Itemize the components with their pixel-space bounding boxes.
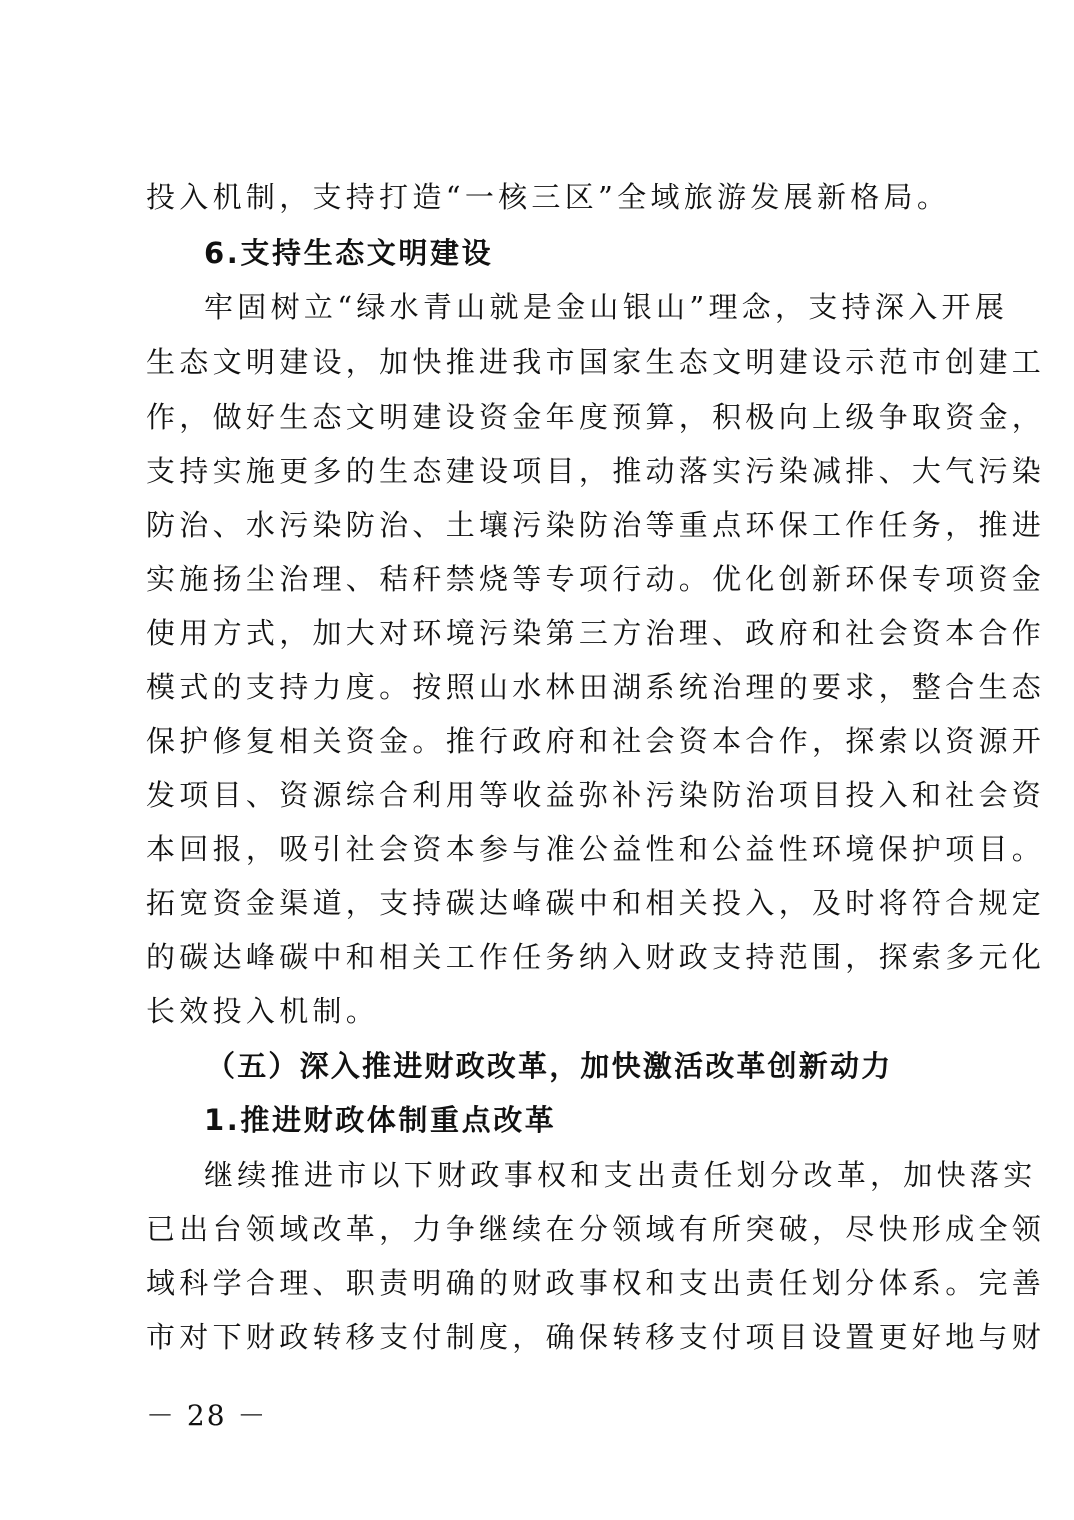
subheading-fiscal-system-reform: 1.推进财政体制重点改革 [204, 1103, 557, 1137]
body-line: 投入机制，支持打造“一核三区”全域旅游发展新格局。 [146, 180, 951, 214]
body-line: 拓宽资金渠道，支持碳达峰碳中和相关投入，及时将符合规定 [146, 886, 1046, 920]
paragraph-first-line: 牢固树立“绿水青山就是金山银山”理念，支持深入开展 [204, 290, 1009, 324]
body-line: 域科学合理、职责明确的财政事权和支出责任划分体系。完善 [146, 1266, 1046, 1300]
body-line: 模式的支持力度。按照山水林田湖系统治理的要求，整合生态 [146, 670, 1046, 704]
body-line: 长效投入机制。 [146, 994, 380, 1028]
body-line: 发项目、资源综合利用等收益弥补污染防治项目投入和社会资 [146, 778, 1046, 812]
body-line: 实施扬尘治理、秸秆禁烧等专项行动。优化创新环保专项资金 [146, 562, 1046, 596]
section-heading-fiscal-reform: （五）深入推进财政改革，加快激活改革创新动力 [206, 1049, 893, 1083]
subheading-ecological-civilization: 6.支持生态文明建设 [204, 236, 494, 270]
body-line: 作，做好生态文明建设资金年度预算，积极向上级争取资金， [146, 400, 1046, 434]
body-line: 保护修复相关资金。推行政府和社会资本合作，探索以资源开 [146, 724, 1046, 758]
paragraph-first-line: 继续推进市以下财政事权和支出责任划分改革，加快落实 [204, 1158, 1037, 1192]
body-line: 本回报，吸引社会资本参与准公益性和公益性环境保护项目。 [146, 832, 1046, 866]
body-line: 市对下财政转移支付制度，确保转移支付项目设置更好地与财 [146, 1320, 1046, 1354]
page-number: － 28 － [146, 1399, 268, 1432]
body-line: 的碳达峰碳中和相关工作任务纳入财政支持范围，探索多元化 [146, 940, 1046, 974]
body-line: 生态文明建设，加快推进我市国家生态文明建设示范市创建工 [146, 345, 1046, 379]
body-line: 支持实施更多的生态建设项目，推动落实污染减排、大气污染 [146, 454, 1046, 488]
body-line: 使用方式，加大对环境污染第三方治理、政府和社会资本合作 [146, 616, 1046, 650]
body-line: 已出台领域改革，力争继续在分领域有所突破，尽快形成全领 [146, 1212, 1046, 1246]
body-line: 防治、水污染防治、土壤污染防治等重点环保工作任务，推进 [146, 508, 1046, 542]
